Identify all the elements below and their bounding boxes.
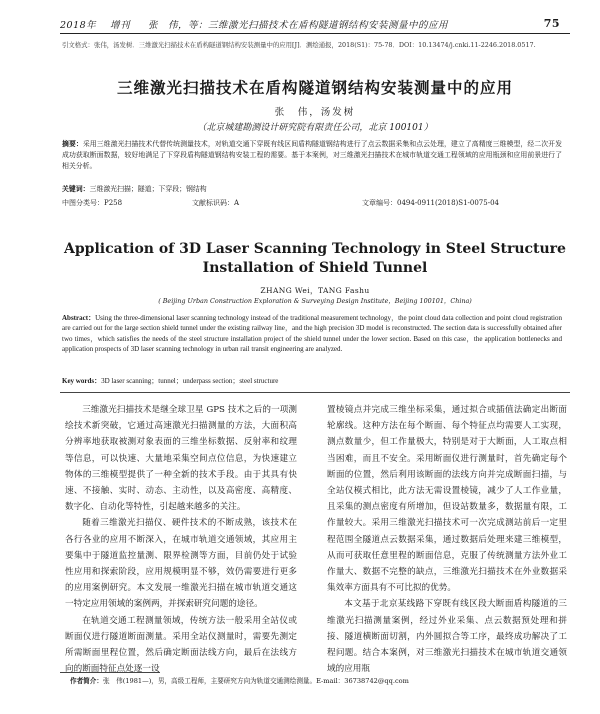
affiliation-chinese: （北京城建勘测设计研究院有限责任公司，北京 100101） <box>197 123 433 133</box>
running-header <box>60 17 570 33</box>
header-running-title: 张 伟，等：三维激光扫描技术在盾构隧道钢结构安装测量中的应用 <box>148 20 449 31</box>
abstract-english <box>62 313 562 355</box>
body-column-left <box>65 402 297 675</box>
title-english <box>60 240 570 278</box>
body-paragraph: 三维激光扫描技术是继全球卫星 GPS 技术之后的一项测绘技术新突破，它通过高速激光扫描测量的方法，大面积高分辨率地获取被测对象表面的三维坐标数据、反射率和纹理等信息，可以快速、大量地采集空间点位信息，为快速建立物体的三维模型提供了一种全新的技术手段。由于其具有快速、不接触、实时、动态、主动性，以及高密度、高精度、数字化、自动化等特性，引起越来越多的关注。 <box>65 405 297 513</box>
citation-text: 引文格式：张伟，汤发树．三维激光扫描技术在盾构隧道钢结构安装测量中的应用[J]．测绘通报，2018(S1)：75-78．DOI：10.13474/j.cnki.11-2246.2018.0517. <box>62 41 536 49</box>
body-paragraph: 本文基于北京某线路下穿既有线区段大断面盾构隧道的三维激光扫描测量案例，经过外业采集、点云数据预处理和拼接、隧道横断面切割，内外圆拟合等工序，最终成功解决了工程问题。结合本案例，对三维激光扫描技术在城市轨道交通领域的应用瓶 <box>327 599 567 675</box>
footnote-text: 张 伟(1981—)，男，高级工程师，主要研究方向为轨道交通测绘测量。E-mail：36738742@qq.com <box>102 677 409 685</box>
keywords-english <box>62 376 562 386</box>
abstract-cn-text: 采用三维激光扫描技术代替传统测量技术，对轨道交通下穿既有线区间盾构隧道钢结构进行了点云数据采集和点云处理，建立了高精度三维模型，经二次开发成功获取断面数据，较好地满足了下穿段盾构隧道钢结构安装工程的需要。基于本案例，对三维激光扫描技术在城市轨道交通工程领域的应用瓶颈和应用前景进行了相关分析。 <box>62 140 563 170</box>
article-number: 文章编号：0494-0911(2018)S1-0075-04 <box>362 199 499 207</box>
header-issue: 增刊 <box>110 20 131 31</box>
title-en-line-1: Application of 3D Laser Scanning Technology in Steel Structure <box>64 241 566 257</box>
body-paragraph: 随着三维激光扫描仪、硬件技术的不断成熟，该技术在各行各业的应用不断深入，在城市轨道交通领域，其应用主要集中于隧道监控量测、限界检测等方面，目前仍处于试验性应用和探索阶段，应用规模明显不够，效仍需要进行更多的应用案例研究。本文发展一维激光扫描在城市轨道交通这一特定应用领域的案例两，并探索研究问题的途径。 <box>65 518 297 610</box>
footnote-label: 作者简介： <box>70 677 103 685</box>
title-en-line-2: Installation of Shield Tunnel <box>202 260 428 276</box>
authors-english: ZHANG Wei，TANG Fashu <box>260 286 370 295</box>
author-footnote <box>70 676 570 686</box>
body-paragraph: 置棱镜点并完成三维坐标采集，通过拟合或插值法确定出断面轮廓线。这种方法在每个断面、每个特征点均需要人工实现，测点数量少，但工作量极大，特别是对于大断面，人工取点相当困难，而且不安全。采用断面仪进行测量时，首先确定每个断面的位置，然后利用该断面的法线方向并完成断面扫描，与全站仪模式相比，此方法无需设置棱镜，减少了人工作业量，且采集的测点密度有所增加，但设站数量多，数据量有限，工作量较大。采用三维激光扫描技术可一次完成测站前后一定里程范围全隧道点云数据采集，通过数据后处理来建三维模型，从而可获取任意里程的断面信息，克服了传统测量方法外业工作量大、数据不完整的缺点，三维激光扫描技术在外业数据采集效率方面具有不可比拟的优势。 <box>327 405 567 594</box>
document-code: 文献标识码：A <box>192 199 240 207</box>
keywords-cn-label: 关键词： <box>62 185 90 193</box>
abstract-cn-label: 摘要： <box>62 140 83 148</box>
abstract-en-text: Using the three-dimensional laser scanning technology instead of the traditional measurement technology，the point cloud data collection and point cloud registration are carried out for the large section shield tunnel under the existing railway line，and the high precision 3D model is reconstructed. The section data is successfully obtained after two times，which satisfies the needs of the steel structure installation project of the shield tunnel under the lower section. Based on this case，the application bottlenecks and application prospects of 3D laser scanning technology in urban rail transit engineering are analyzed. <box>62 314 562 354</box>
keywords-chinese <box>62 184 562 194</box>
header-page-number: 75 <box>543 17 560 30</box>
title-chinese: 三维激光扫描技术在盾构隧道钢结构安装测量中的应用 <box>116 79 513 97</box>
body-paragraph: 在轨道交通工程测量领域，传统方法一般采用全站仪或断面仪进行隧道断面测量。采用全站仪测量时，需要先测定所需断面里程位置，然后确定断面法线方向，最后在法线方向的断面特征点处逐一设 <box>65 615 297 675</box>
affiliation-english: ( Beijing Urban Construction Exploration & Surveying Design Institute，Beijing 100101，China) <box>158 297 472 305</box>
citation-format <box>62 40 560 50</box>
classification-line <box>62 198 562 210</box>
abstract-en-label: Abstract： <box>62 314 96 322</box>
header-year: 2018年 <box>60 20 97 31</box>
clc-number: 中图分类号：P258 <box>62 199 123 207</box>
body-column-right <box>327 402 567 675</box>
keywords-en-label: Key words： <box>62 377 102 385</box>
abstract-chinese <box>62 139 562 172</box>
keywords-en-text: 3D laser scanning；tunnel；underpass section；steel structure <box>101 377 279 385</box>
authors-chinese: 张 伟，汤发树 <box>274 107 356 118</box>
footnote-rule <box>60 672 160 673</box>
section-rule <box>60 392 570 393</box>
keywords-cn-text: 三维激光扫描；隧道；下穿段；钢结构 <box>89 185 207 193</box>
header-rule <box>60 33 570 34</box>
